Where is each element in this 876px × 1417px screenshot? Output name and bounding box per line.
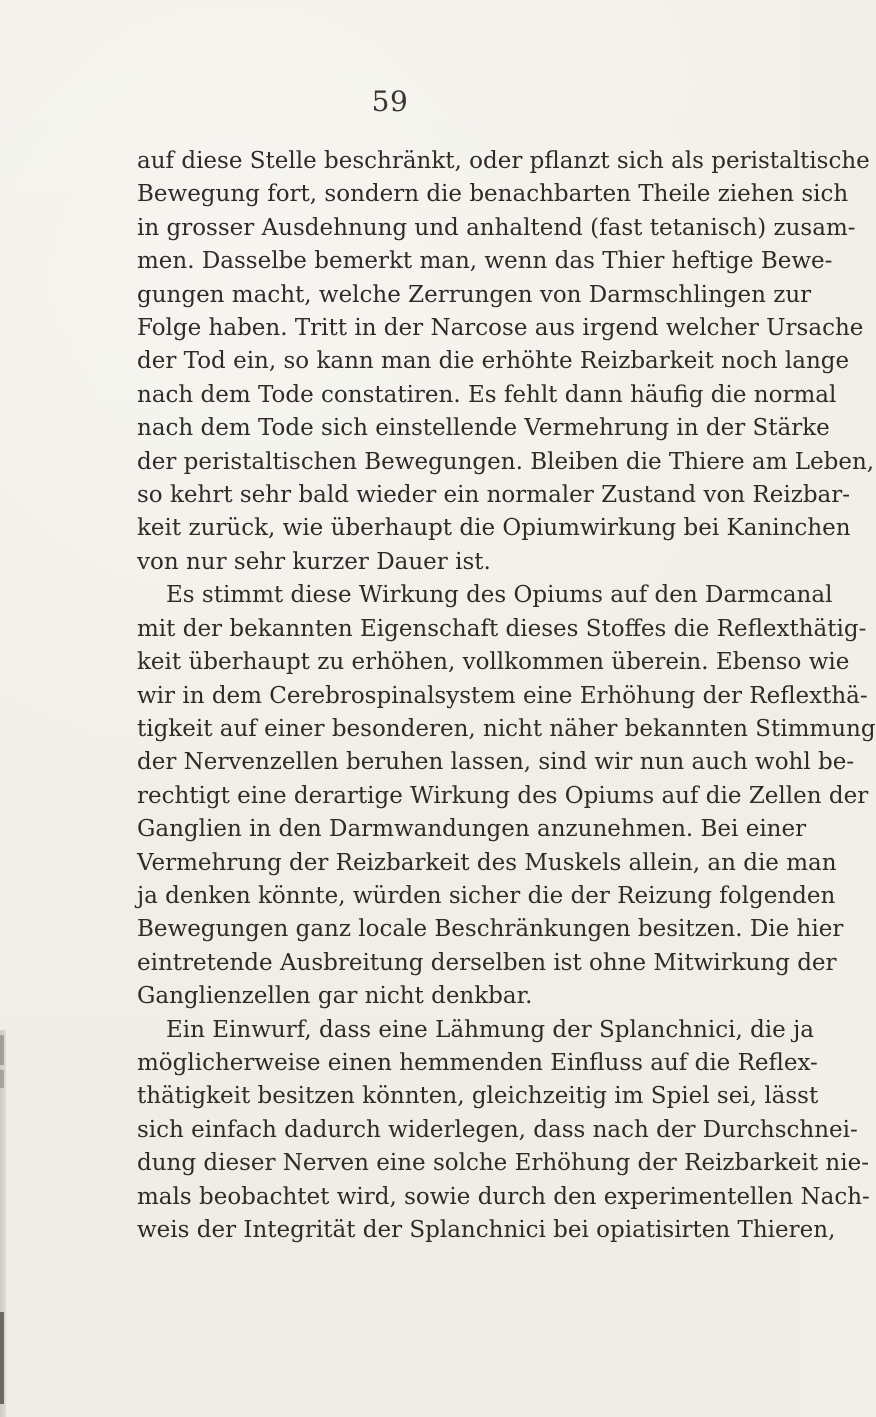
text-line-32: mals beobachtet wird, sowie durch den experimentellen Nach- [137, 1183, 870, 1210]
text-line-30: sich einfach dadurch widerlegen, dass nach der Durchschnei- [137, 1116, 858, 1143]
text-line-21: Ganglien in den Darmwandungen anzunehmen. Bei einer [137, 816, 807, 843]
text-line-23: ja denken könnte, würden sicher die der Reizung folgenden [137, 882, 836, 909]
text-line-33: weis der Integrität der Splanchnici bei opiatisirten Thieren, [137, 1217, 836, 1243]
text-line-11: so kehrt sehr bald wieder ein normaler Zustand von Reizbar- [137, 482, 851, 509]
text-line-22: Vermehrung der Reizbarkeit des Muskels allein, an die man [137, 849, 837, 876]
text-line-19: der Nervenzellen beruhen lassen, sind wir nun auch wohl be- [137, 749, 855, 776]
text-line-5: gungen macht, welche Zerrungen von Darmschlingen zur [137, 281, 812, 308]
text-line-4: men. Dasselbe bemerkt man, wenn das Thier heftige Bewe- [137, 248, 833, 275]
text-line-25: eintretende Ausbreitung derselben ist ohne Mitwirkung der [137, 949, 837, 976]
text-line-3: in grosser Ausdehnung und anhaltend (fast tetanisch) zusam- [137, 214, 856, 241]
text-line-9: nach dem Tode sich einstellende Vermehrung in der Stärke [137, 415, 830, 442]
text-line-6: Folge haben. Tritt in der Narcose aus irgend welcher Ursache [137, 315, 864, 342]
text-line-17: wir in dem Cerebrospinalsystem eine Erhöhung der Reflexthä- [137, 682, 868, 709]
text-line-1: auf diese Stelle beschränkt, oder pflanzt sich als peristaltische [137, 148, 870, 174]
text-line-2: Bewegung fort, sondern die benachbarten Theile ziehen sich [137, 181, 849, 208]
binding-edge-mark [0, 1312, 4, 1404]
text-line-14: Es stimmt diese Wirkung des Opiums auf den Darmcanal [166, 582, 833, 609]
text-line-27: Ein Einwurf, dass eine Lähmung der Splanchnici, die ja [166, 1016, 814, 1043]
text-line-16: keit überhaupt zu erhöhen, vollkommen überein. Ebenso wie [137, 649, 850, 676]
text-line-20: rechtigt eine derartige Wirkung des Opiums auf die Zellen der [137, 782, 869, 809]
page-number: 59 [371, 85, 409, 118]
text-line-12: keit zurück, wie überhaupt die Opiumwirkung bei Kaninchen [137, 515, 851, 542]
text-line-13: von nur sehr kurzer Dauer ist. [137, 548, 491, 575]
text-line-31: dung dieser Nerven eine solche Erhöhung der Reizbarkeit nie- [137, 1150, 869, 1177]
binding-edge-mark [0, 1070, 4, 1088]
text-line-24: Bewegungen ganz locale Beschränkungen besitzen. Die hier [137, 916, 844, 943]
text-line-18: tigkeit auf einer besonderen, nicht näher bekannten Stimmung [137, 715, 876, 742]
text-line-7: der Tod ein, so kann man die erhöhte Reizbarkeit noch lange [137, 348, 850, 375]
text-line-8: nach dem Tode constatiren. Es fehlt dann häufig die normal [137, 381, 837, 408]
text-line-10: der peristaltischen Bewegungen. Bleiben die Thiere am Leben, [137, 448, 875, 475]
binding-edge-mark [0, 1035, 4, 1065]
text-line-15: mit der bekannten Eigenschaft dieses Stoffes die Reflexthätig- [137, 615, 867, 642]
text-line-29: thätigkeit besitzen könnten, gleichzeitig im Spiel sei, lässt [137, 1083, 819, 1110]
text-line-28: möglicherweise einen hemmenden Einfluss auf die Reflex- [137, 1049, 818, 1076]
text-line-26: Ganglienzellen gar nicht denkbar. [137, 983, 533, 1010]
body-text [137, 145, 876, 1247]
